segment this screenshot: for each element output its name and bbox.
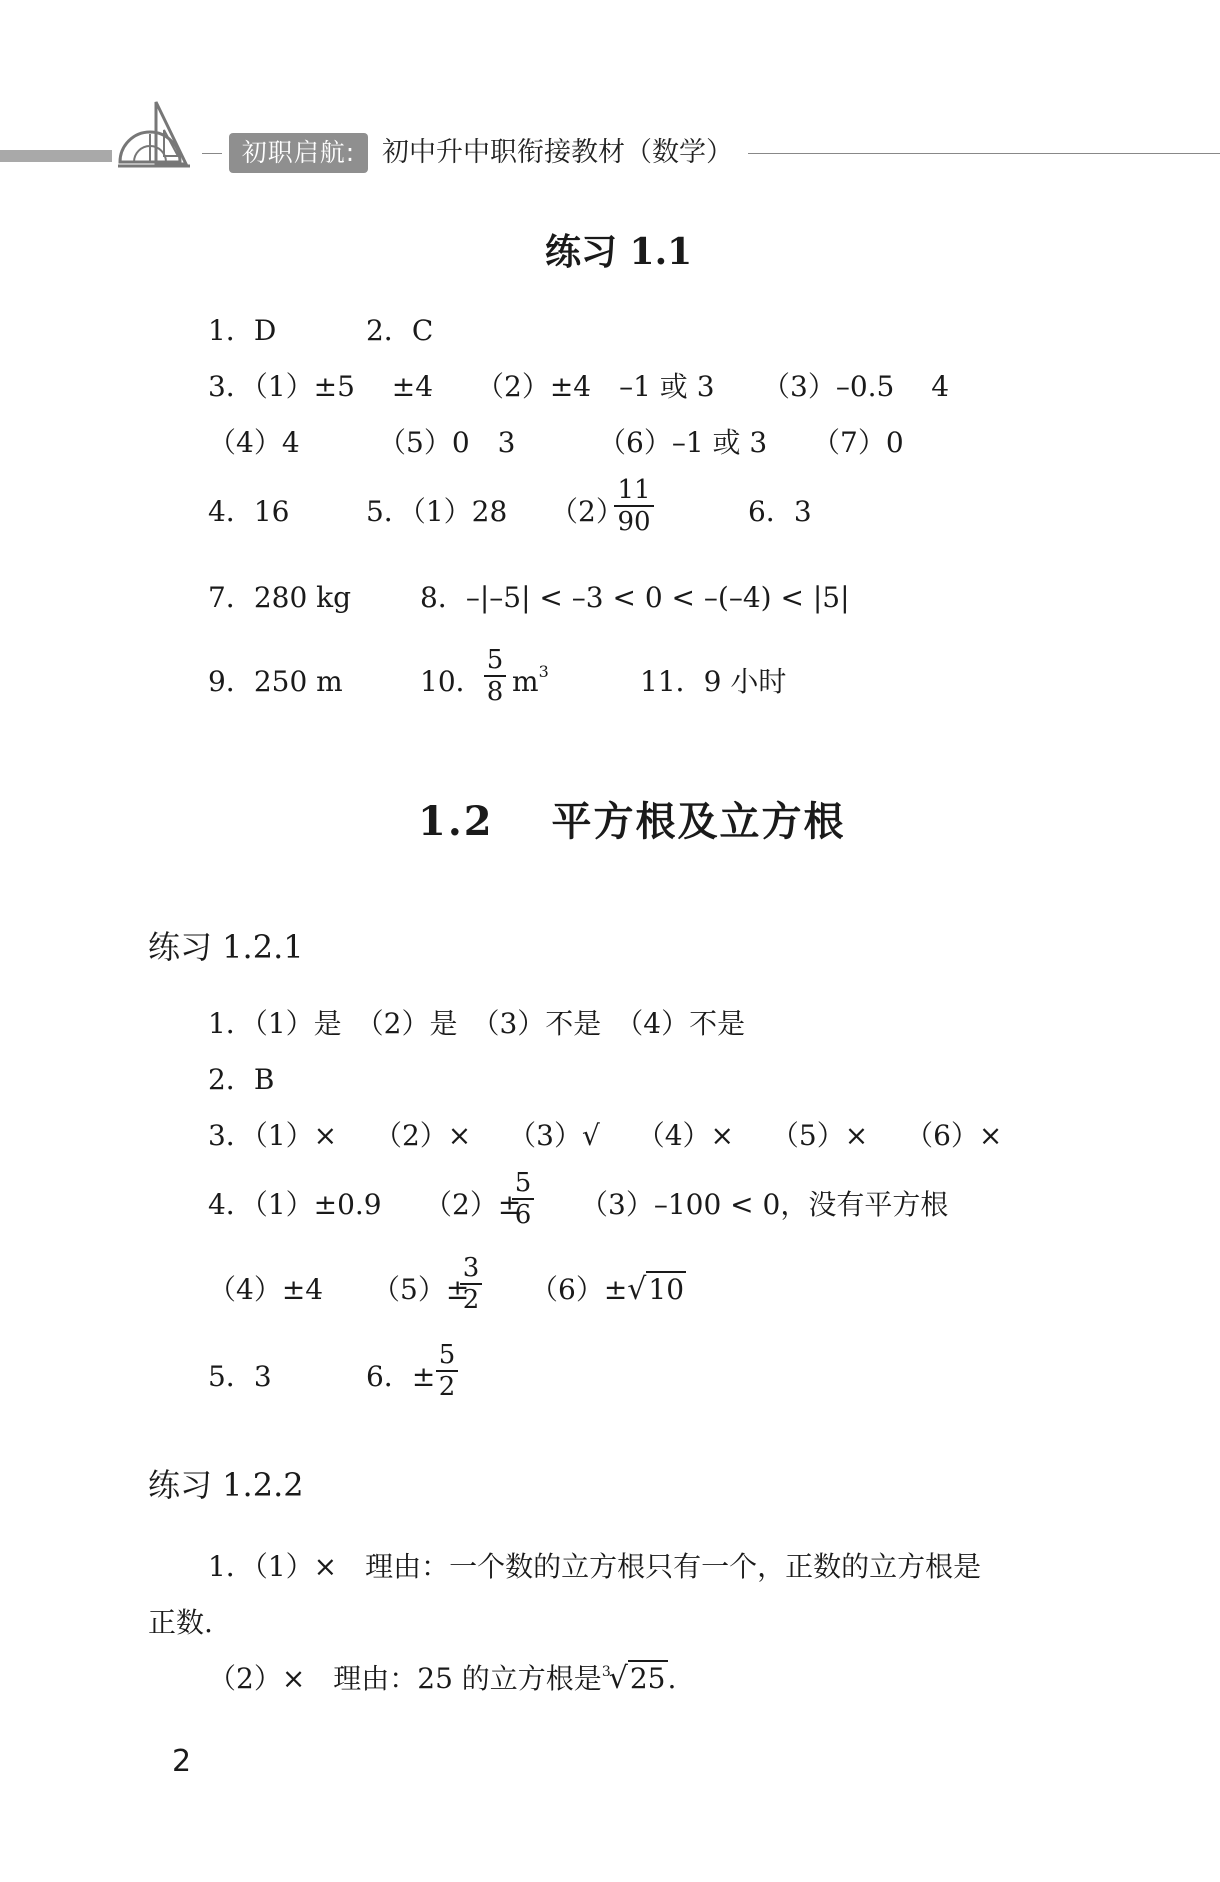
answer-1-2-1-4-6: （6）±√10 [530,1272,685,1307]
header-rule [748,153,1220,154]
answer-1-2-1-4-3: （3）–100 < 0，没有平方根 [580,1188,949,1221]
fraction-5-2 [436,1340,458,1402]
answer-9: 9．250 m [208,665,343,698]
radicand: 25 [629,1662,666,1695]
answer-7: 7．280 kg [208,581,352,614]
answer-1-2-2-1: 1．（1）× 理由：一个数的立方根只有一个，正数的立方根是 [208,1550,982,1583]
answer-1-2-1-4-1: 4．（1）±0.9 [208,1188,382,1221]
answer-1-2-1-2: 2．B [208,1063,275,1096]
fraction-11-90 [614,475,654,537]
answer-1-2-2-2: （2）× 理由：25 的立方根是$^3$√25. [208,1661,677,1696]
header-badge: 初职启航: [229,133,368,173]
fraction-numerator: 5 [486,645,504,675]
exponent: 3 [538,662,549,681]
fraction-numerator: 5 [514,1168,532,1198]
fraction-denominator: 2 [438,1372,456,1402]
answer-3-5: （5）0 3 [378,426,516,459]
answer-1-2-1-4-5-label: （5）± [372,1273,470,1306]
answer-3-4: （4）4 [208,426,300,459]
answer-11: 11．9 小时 [640,665,787,698]
answer-3-2: （2）±4 –1 或 3 [476,370,715,403]
answer-3-7: （7）0 [812,426,904,459]
fraction-denominator: 90 [617,507,651,537]
fraction-numerator: 11 [617,475,651,505]
answer-5-2-label: （2） [550,495,624,528]
answer-10-label: 10． [420,665,484,698]
answer-1-2-1-6-label: 6．± [366,1360,436,1393]
answer-1-2-1-3: 3．（1）× （2）× （3）√ （4）× （5）× （6）× [208,1119,1003,1152]
answer-1-2-2-1-cont: 正数. [148,1606,213,1639]
header-title: 初中升中职衔接教材（数学） [382,137,733,168]
fraction-denominator: 2 [462,1285,480,1315]
answer-3-3: （3）–0.5 4 [762,370,950,403]
unit-cubic-meter: $m^3$ [512,662,549,698]
answer-3-1: 3．（1）±5 ±4 [208,370,434,403]
answer-1-2-1-4-4: （4）±4 [208,1273,324,1306]
fraction-5-8 [484,645,506,707]
answer-4: 4．16 [208,495,290,528]
header-dash [202,153,222,154]
section-title-1-2-2: 练习 1.2.2 [148,1466,304,1504]
page-number: 2 [172,1744,192,1779]
fraction-numerator: 5 [438,1340,456,1370]
header-gray-bar [0,150,112,162]
answer-1: 1．D [208,314,277,347]
fraction-5-6 [512,1168,534,1230]
fraction-denominator: 6 [514,1200,532,1230]
answer-5-1: 5．（1）28 [366,495,508,528]
answer-1-2-1-5: 5．3 [208,1360,272,1393]
chapter-title: 1.2 平方根及立方根 [418,798,846,845]
answer-1-2-1-4-2-label: （2）± [424,1188,522,1221]
fraction-numerator: 3 [462,1253,480,1283]
answer-6: 6．3 [748,495,812,528]
fraction-3-2 [460,1253,482,1315]
answer-8: 8．–|–5| < –3 < 0 < –(–4) < |5| [420,581,850,614]
section-title-1-1: 练习 1.1 [545,231,693,273]
answer-2: 2．C [366,314,434,347]
fraction-denominator: 8 [486,677,504,707]
radicand: 10 [648,1273,685,1306]
root-index: 3 [601,1664,611,1680]
protractor-ruler-icon [116,92,192,170]
answer-3-6: （6）–1 或 3 [598,426,768,459]
answer-1-2-1-1: 1．（1）是 （2）是 （3）不是 （4）不是 [208,1007,746,1040]
section-title-1-2-1: 练习 1.2.1 [148,928,304,966]
